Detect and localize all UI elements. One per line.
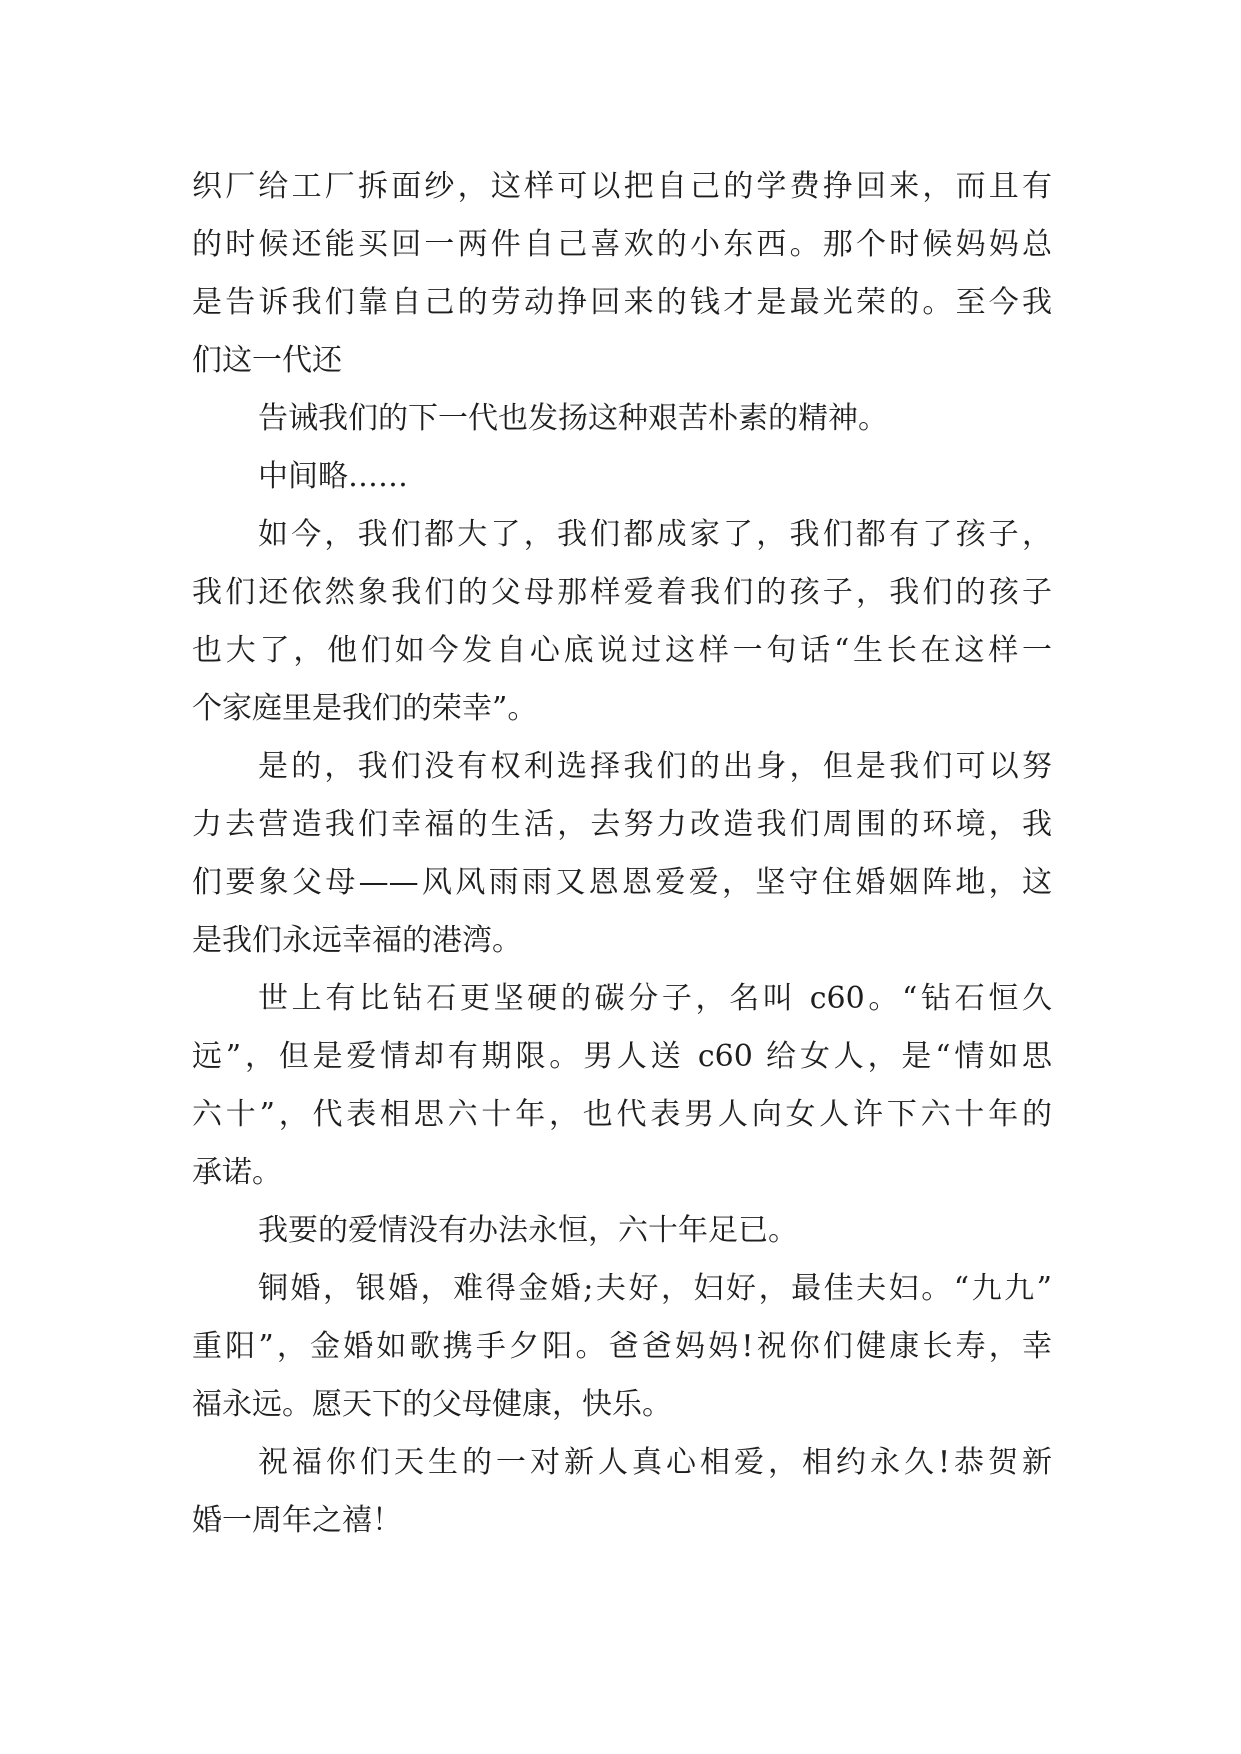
text-line: 如今，我们都大了，我们都成家了，我们都有了孩子， <box>258 517 1052 552</box>
text-line: 中间略…… <box>258 459 408 494</box>
text-line: 是我们永远幸福的港湾。 <box>192 923 522 958</box>
text-line: 福永远。愿天下的父母健康，快乐。 <box>192 1387 672 1422</box>
text-line: 我要的爱情没有办法永恒，六十年足已。 <box>258 1213 798 1248</box>
text-line: 个家庭里是我们的荣幸”。 <box>192 691 538 726</box>
text-line: 我们还依然象我们的父母那样爱着我们的孩子，我们的孩子 <box>192 575 1052 610</box>
text-line: 是的，我们没有权利选择我们的出身，但是我们可以努 <box>258 749 1052 784</box>
text-line: 远”，但是爱情却有期限。男人送 c60 给女人，是“情如思 <box>192 1039 1052 1074</box>
text-line: 是告诉我们靠自己的劳动挣回来的钱才是最光荣的。至今我 <box>192 285 1052 320</box>
text-line: 织厂给工厂拆面纱，这样可以把自己的学费挣回来，而且有 <box>192 169 1052 204</box>
text-line: 告诫我们的下一代也发扬这种艰苦朴素的精神。 <box>258 401 888 436</box>
text-line: 祝福你们天生的一对新人真心相爱，相约永久!恭贺新 <box>258 1445 1052 1480</box>
text-line: 也大了，他们如今发自心底说过这样一句话“生长在这样一 <box>192 633 1052 668</box>
text-line: 的时候还能买回一两件自己喜欢的小东西。那个时候妈妈总 <box>192 227 1052 262</box>
text-line: 们要象父母——风风雨雨又恩恩爱爱，坚守住婚姻阵地，这 <box>192 865 1052 900</box>
text-line: 婚一周年之禧！ <box>192 1503 402 1538</box>
text-line: 承诺。 <box>192 1155 282 1190</box>
text-line: 世上有比钻石更坚硬的碳分子，名叫 c60。“钻石恒久 <box>258 981 1052 1016</box>
text-line: 们这一代还 <box>192 343 342 378</box>
text-line: 力去营造我们幸福的生活，去努力改造我们周围的环境，我 <box>192 807 1052 842</box>
document-body <box>192 158 1052 1550</box>
text-line: 重阳”，金婚如歌携手夕阳。爸爸妈妈!祝你们健康长寿，幸 <box>192 1329 1052 1364</box>
text-line: 六十”，代表相思六十年，也代表男人向女人许下六十年的 <box>192 1097 1052 1132</box>
text-line: 铜婚，银婚，难得金婚;夫好，妇好，最佳夫妇。“九九” <box>258 1271 1052 1306</box>
